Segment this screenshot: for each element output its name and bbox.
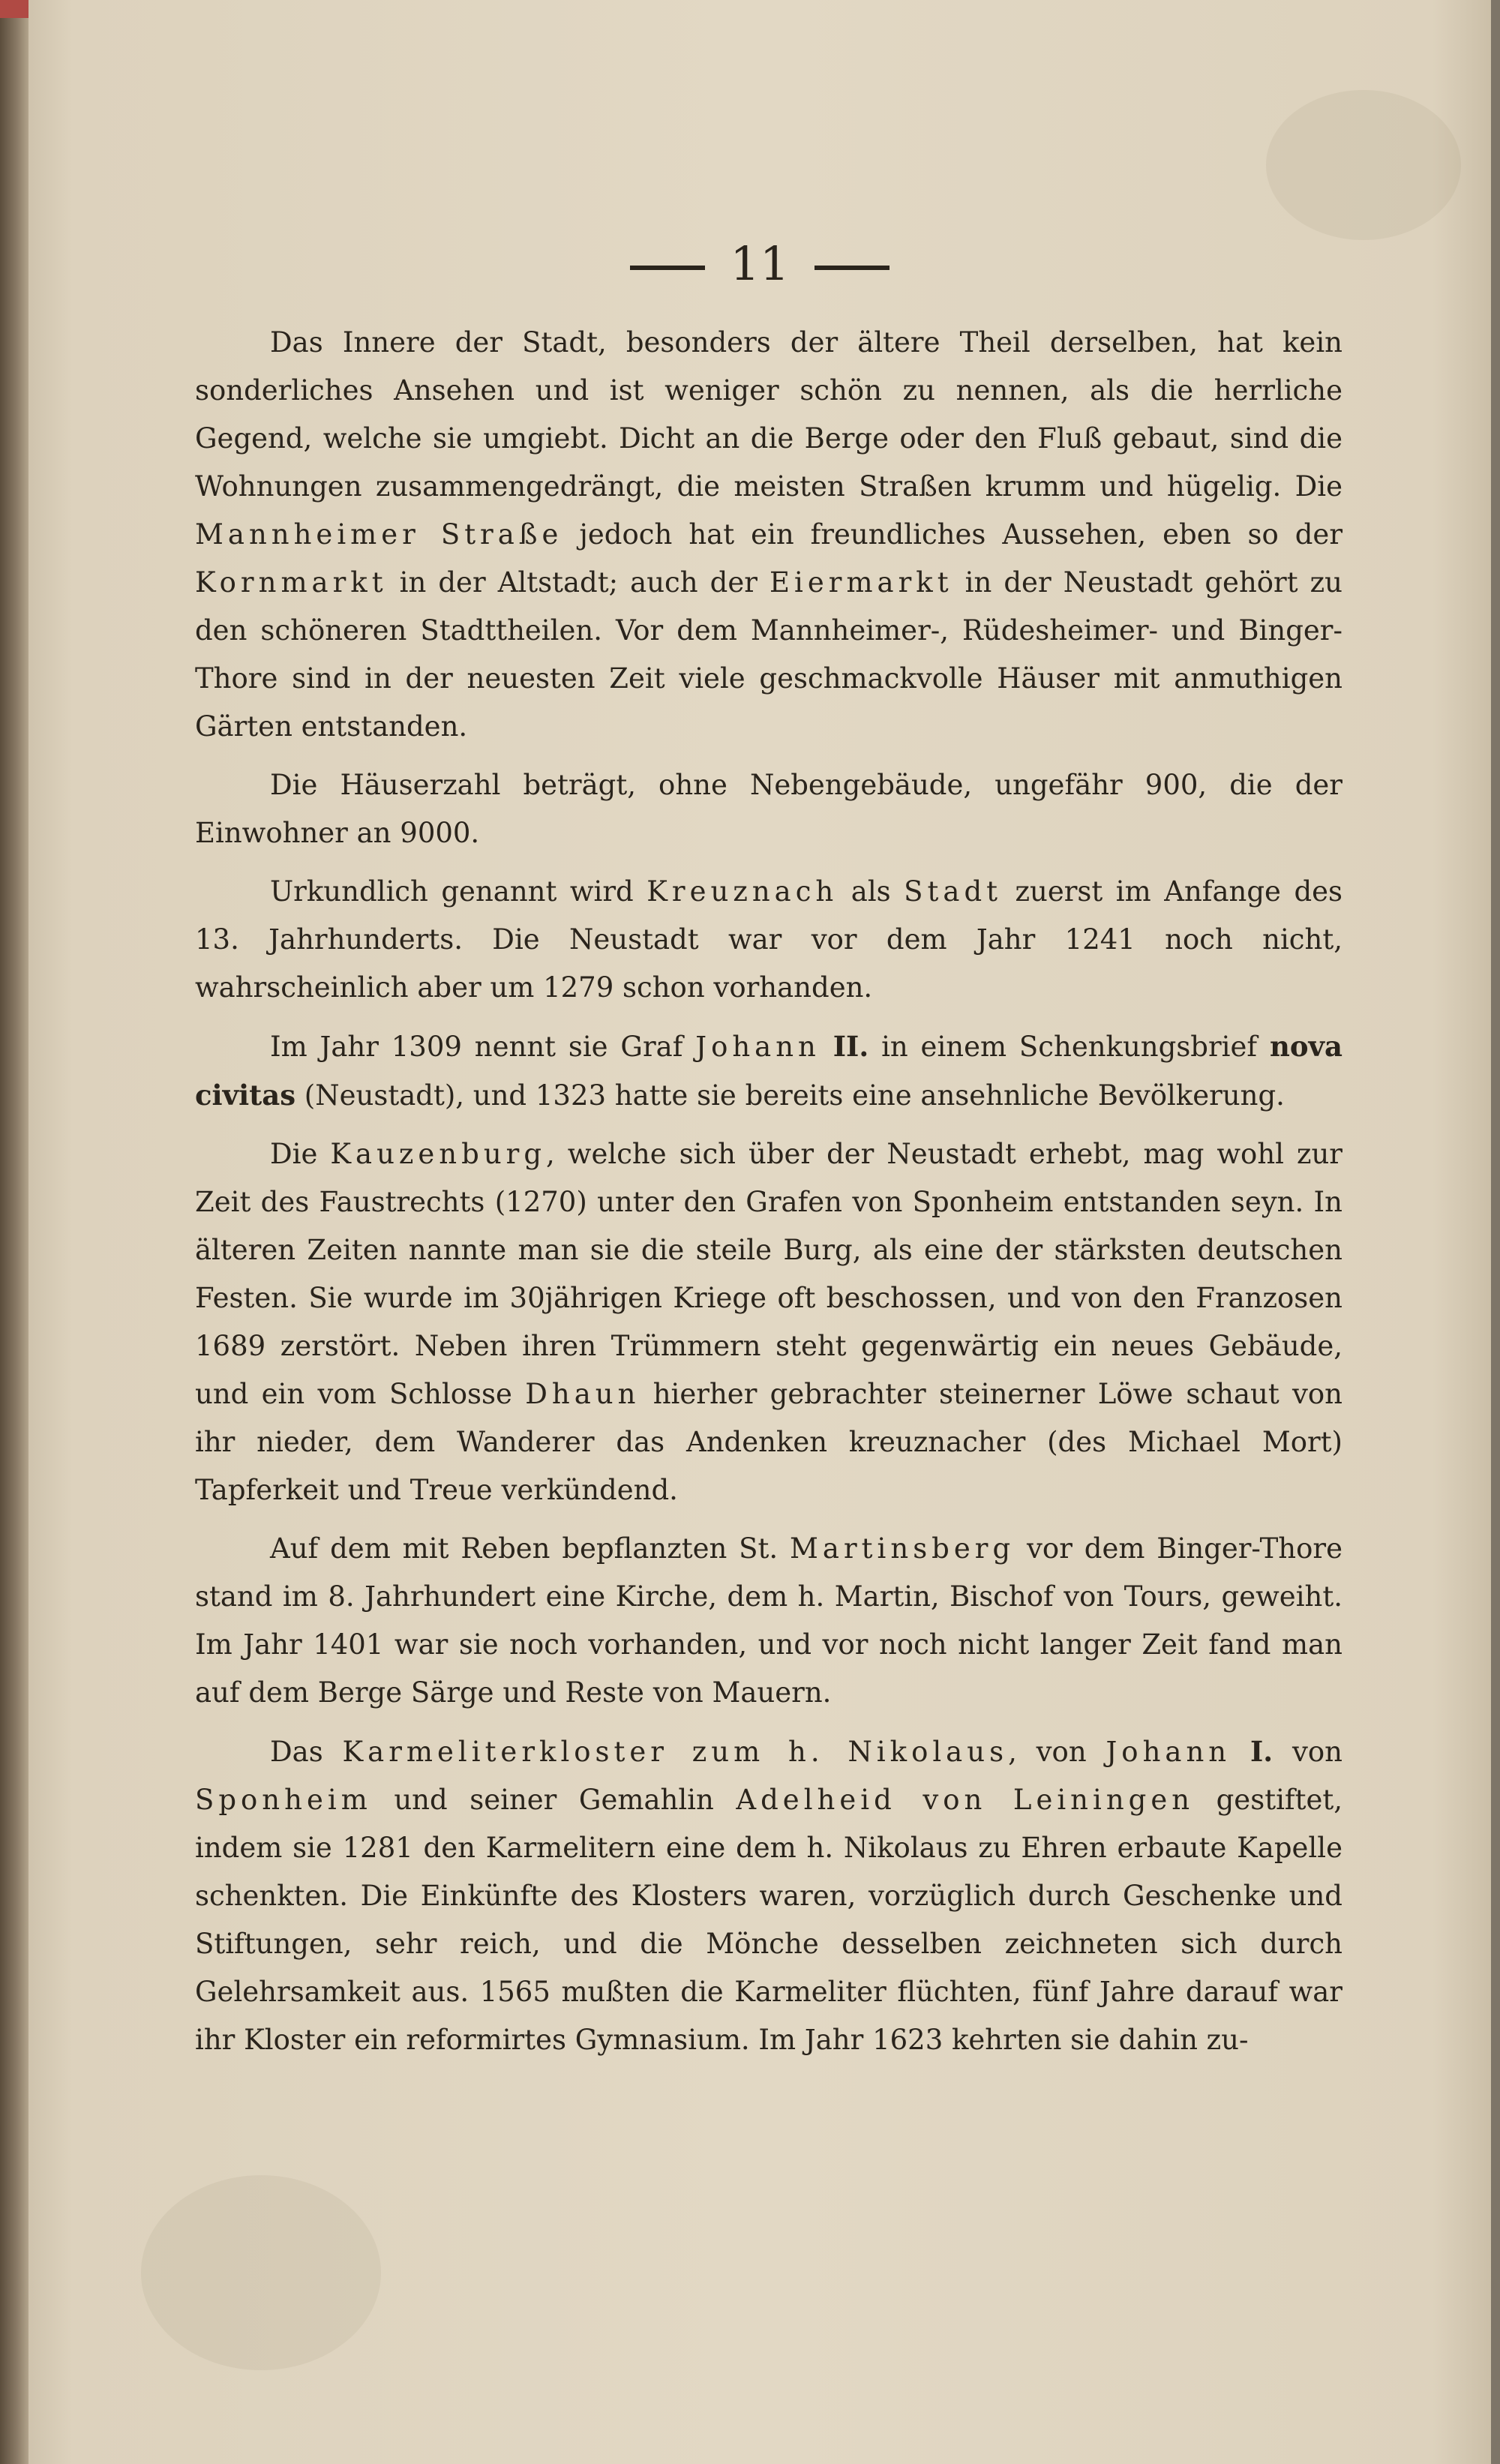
text-run: in der Neustadt gehört zu den schöneren Stadttheilen. Vor dem Mannheimer-, Rüdesheimer- und Binger-Thore sind in der neuesten Zeit viele geschmackvolle Häuser mit anmuthigen Gärten entstanden. <box>195 566 1342 743</box>
text-run: Das <box>270 1736 343 1768</box>
book-spine <box>0 0 28 2464</box>
emphasized-name: Kornmarkt <box>195 566 388 599</box>
emphasized-name: Dhaun <box>525 1378 640 1410</box>
paragraph-first-mention <box>195 868 1342 1012</box>
emphasized-name: Kauzenburg <box>330 1138 547 1170</box>
paragraph-nova-civitas <box>195 1022 1342 1120</box>
emphasized-name: Sponheim <box>195 1784 372 1816</box>
paper-stain <box>1266 90 1461 240</box>
book-page <box>28 0 1491 2464</box>
text-run: Urkundlich genannt wird <box>270 875 647 908</box>
text-run: in einem Schenkungsbrief <box>868 1031 1270 1063</box>
emphasized-name: Kreuznach <box>646 875 838 908</box>
emphasized-name: Johann <box>695 1031 820 1063</box>
emphasized-name: Adelheid von Leiningen <box>736 1784 1195 1816</box>
header-dash-right <box>814 266 890 270</box>
text-run: hierher gebrachter steinerner Löwe schaut von ihr nieder, dem Wanderer das Andenken kreuznacher (des Michael Mort) Tapferkeit und Treue verkündend. <box>195 1378 1342 1506</box>
text-run: Das Innere der Stadt, besonders der ältere Theil derselben, hat kein sonderliches Ansehen und ist weniger schön zu nennen, als die herrliche Gegend, welche sie umgiebt. Dicht an die Berge oder den Fluß gebaut, sind die Wohnungen zusammengedrängt, die meisten Straßen krumm und hügelig. Die <box>195 326 1342 503</box>
text-run: gestiftet, indem sie 1281 den Karmelitern eine dem h. Nikolaus zu Ehren erbaute Kapelle schenkten. Die Einkünfte des Klosters waren, vorzüglich durch Geschenke und Stiftungen, sehr reich, und die Mönche desselben zeichneten sich durch Gelehrsamkeit aus. 1565 mußten die Karmeliter flüchten, fünf Jahre darauf war ihr Kloster ein reformirtes Gymnasium. Im Jahr 1623 kehrten sie dahin zu- <box>195 1784 1342 2056</box>
text-run: vor dem Binger-Thore stand im 8. Jahrhundert eine Kirche, dem h. Martin, Bischof von Tours, geweiht. Im Jahr 1401 war sie noch vorhanden, und vor noch nicht langer Zeit fand man auf dem Berge Särge und Reste von Mauern. <box>195 1532 1342 1709</box>
text-run: (Neustadt), und 1323 hatte sie bereits eine ansehnliche Bevölkerung. <box>296 1079 1285 1112</box>
text-run: als <box>838 875 904 908</box>
paragraph-inner-city <box>195 319 1342 751</box>
paragraph-kauzenburg <box>195 1130 1342 1514</box>
text-run: Auf dem mit Reben bepflanzten St. <box>270 1532 790 1565</box>
text-run: und seiner Gemahlin <box>371 1784 736 1816</box>
header-dash-left <box>630 266 705 270</box>
bold-text: II. <box>832 1030 869 1063</box>
text-run <box>820 1031 833 1063</box>
text-run: Im Jahr 1309 nennt sie Graf <box>270 1031 696 1063</box>
paragraph-houses <box>195 761 1342 857</box>
paragraph-karmeliterkloster <box>195 1727 1342 2064</box>
bold-text: I. <box>1250 1735 1274 1768</box>
emphasized-name: Martinsberg <box>790 1532 1016 1565</box>
text-run: Die <box>270 1138 331 1170</box>
page-header <box>28 236 1491 296</box>
emphasized-name: Johann <box>1106 1736 1232 1768</box>
text-run: in der Altstadt; auch der <box>387 566 770 599</box>
text-run: Die Häuserzahl beträgt, ohne Nebengebäude, ungefähr 900, die der Einwohner an 9000. <box>195 769 1342 849</box>
bold-text: nova civitas <box>195 1030 1342 1112</box>
emphasized-name: Stadt <box>904 875 1003 908</box>
emphasized-name: Karmeliterkloster zum h. Nikolaus <box>342 1736 1009 1768</box>
text-run: , welche sich über der Neustadt erhebt, mag wohl zur Zeit des Faustrechts (1270) unter den Grafen von Sponheim entstanden seyn. In älteren Zeiten nannte man sie die steile Burg, als eine der stärksten deutschen Festen. Sie wurde im 30jährigen Kriege oft beschossen, und von den Franzosen 1689 zerstört. Neben ihren Trümmern steht gegenwärtig ein neues Gebäude, und ein vom Schlosse <box>195 1138 1342 1410</box>
text-run <box>1231 1736 1250 1768</box>
page-number: 11 <box>730 236 790 291</box>
emphasized-name: Eiermarkt <box>770 566 953 599</box>
emphasized-name: Mannheimer Straße <box>195 518 563 551</box>
paper-stain <box>141 2175 381 2370</box>
text-run: zuerst im Anfange des 13. Jahrhunderts. Die Neustadt war vor dem Jahr 1241 noch nicht, wahrscheinlich aber um 1279 schon vorhanden. <box>195 875 1343 1004</box>
text-run: jedoch hat ein freundliches Aussehen, eben so der <box>562 518 1342 551</box>
text-run: , von <box>1008 1736 1106 1768</box>
text-run: von <box>1273 1736 1342 1768</box>
paragraph-martinsberg <box>195 1525 1342 1717</box>
text-body <box>195 319 1342 2075</box>
